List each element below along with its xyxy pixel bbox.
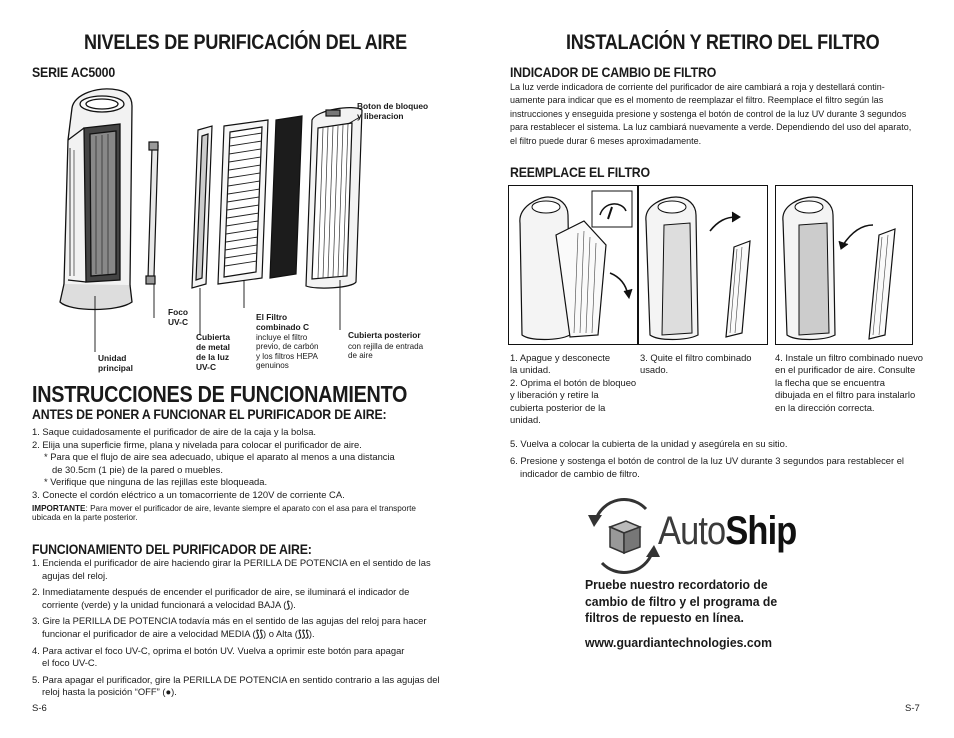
high-speed-icon: ⟆⟆⟆ xyxy=(297,627,309,639)
operation-step-3: 3. Gire la PERILLA DE POTENCIA todavía más en el sentido de las agujas del reloj para hacer xyxy=(32,615,427,627)
main-unit-label: Unidad principal xyxy=(98,353,133,373)
low-speed-icon: ⟆ xyxy=(286,598,291,610)
website-link[interactable]: www.guardiantechnologies.com xyxy=(585,635,772,650)
autoship-logo-auto: Auto xyxy=(658,509,726,553)
step-illustration-3 xyxy=(775,185,913,345)
replace-step-4: 4. Instale un filtro combinado nuevo en el purificador de aire. Consulte la flecha que se encuentra dibujada en el filtro para instalarlo en la dirección correcta. xyxy=(775,352,924,413)
before-step-2-note-a: * Para que el flujo de aire sea adecuado, ubique el aparato al menos a una distancia xyxy=(44,451,395,463)
operation-step-1: 1. Encienda el purificador de aire haciendo girar la PERILLA DE POTENCIA en el sentido de las xyxy=(32,557,431,568)
instructions-title: INSTRUCCIONES DE FUNCIONAMIENTO xyxy=(32,381,408,407)
operation-step-5-cont xyxy=(32,686,452,699)
autoship-logo xyxy=(658,508,796,554)
uv-bulb-drawing xyxy=(146,142,158,284)
operation-step-3-cont xyxy=(32,628,452,641)
operation-step-5: 5. Para apagar el purificador, gire la PERILLA DE POTENCIA en sentido contrario a las agujas del xyxy=(32,673,440,685)
right-page-title: INSTALACIÓN Y RETIRO DEL FILTRO xyxy=(566,31,880,54)
replace-filter-heading: REEMPLACE EL FILTRO xyxy=(510,164,650,180)
indicator-line-2: uamente para indicar que es el momento de reemplazar el filtro. Reemplace el filtro según las xyxy=(510,95,884,106)
important-note xyxy=(32,504,452,514)
operation-step-3-end: ). xyxy=(308,627,315,639)
important-note-cont: ubicada en la parte posterior. xyxy=(32,513,138,523)
indicator-line-1: La luz verde indicadora de corriente del purificador de aire cambiará a roja y destellará contin- xyxy=(510,82,885,92)
left-page-number: S-6 xyxy=(32,703,47,714)
before-step-3: 3. Conecte el cordón eléctrico a un tomacorriente de 120V de corriente CA. xyxy=(32,488,345,500)
operation-step-1-cont: agujas del reloj. xyxy=(42,569,108,581)
before-step-2: 2. Elija una superficie firme, plana y nivelada para colocar el purificador de aire. xyxy=(32,438,362,450)
promo-text: Pruebe nuestro recordatorio de cambio de filtro y el programa de filtros de repuesto en línea. xyxy=(585,577,778,625)
operation-step-4-cont: el foco UV-C. xyxy=(42,657,98,669)
left-page-title: NIVELES DE PURIFICACIÓN DEL AIRE xyxy=(84,31,407,54)
operation-list xyxy=(32,557,452,699)
important-label: IMPORTANTE xyxy=(32,503,86,513)
uv-metal-cover-drawing xyxy=(192,126,212,288)
replace-step-2: 2. Oprima el botón de bloqueo y liberación y retire la cubierta posterior de la unidad. xyxy=(510,377,637,426)
medium-speed-icon: ⟆⟆ xyxy=(255,627,263,639)
main-unit-drawing xyxy=(60,89,132,310)
important-text: : Para mover el purificador de aire, levante siempre el aparato con el asa para el transporte xyxy=(85,503,416,513)
combination-filter-description: incluye el filtro previo, de carbón y los filtros HEPA genuinos xyxy=(256,333,319,371)
operation-step-2-text: corriente (verde) y la unidad funcionará a velocidad BAJA ( xyxy=(42,598,287,610)
back-cover-drawing xyxy=(306,108,362,288)
combination-filter-drawing xyxy=(218,116,302,284)
operation-step-4: 4. Para activar el foco UV-C, oprima el botón UV. Vuelva a oprimir este botón para apagar xyxy=(32,644,405,656)
before-operating-list xyxy=(32,426,452,523)
series-label: SERIE AC5000 xyxy=(32,64,116,80)
indicator-line-3: instrucciones y enseguida presione y sostenga el botón de control de la luz UV durante 3 segundos xyxy=(510,108,907,119)
autoship-box-icon xyxy=(584,497,664,575)
step-illustration-1 xyxy=(508,185,638,345)
filter-indicator-text xyxy=(510,81,930,148)
filter-indicator-heading: INDICADOR DE CAMBIO DE FILTRO xyxy=(510,64,717,80)
autoship-logo-ship: Ship xyxy=(725,509,797,553)
uv-metal-cover-label: Cubierta de metal de la luz UV-C xyxy=(196,332,230,372)
replace-step-1: 1. Apague y desconecte la unidad. xyxy=(510,352,611,376)
combination-filter-label: El Filtro combinado C xyxy=(256,312,310,332)
replace-step-6 xyxy=(510,455,930,480)
replace-step-3: 3. Quite el filtro combinado usado. xyxy=(640,352,752,376)
operation-step-5-end: ). xyxy=(171,686,177,698)
replace-step-6-line-2: indicador de cambio de filtro. xyxy=(520,467,640,479)
operation-step-2: 2. Inmediatamente después de encender el purificador de aire, se iluminará el indicador de xyxy=(32,586,410,598)
before-step-2-note-a-cont: de 30.5cm (1 pie) de la pared o muebles. xyxy=(52,463,223,475)
step-illustration-2 xyxy=(638,185,768,345)
before-step-2-note-b: * Verifique que ninguna de las rejillas este bloqueada. xyxy=(44,476,268,488)
back-cover-description: con rejilla de entrada de aire xyxy=(348,342,424,361)
before-step-1: 1. Saque cuidadosamente el purificador de aire de la caja y la bolsa. xyxy=(32,426,317,437)
operation-step-3-mid: ) o Alta ( xyxy=(262,627,298,639)
operation-heading: FUNCIONAMIENTO DEL PURIFICADOR DE AIRE: xyxy=(32,541,312,557)
uv-bulb-label: Foco UV-C xyxy=(168,307,189,327)
off-dot-icon: ● xyxy=(165,686,172,698)
operation-step-5-text: reloj hasta la posición “OFF” ( xyxy=(42,686,166,698)
operation-step-2-end: ). xyxy=(290,598,296,610)
lock-release-label: Boton de bloqueo y liberacion xyxy=(357,101,429,121)
operation-step-2-cont xyxy=(32,599,452,612)
replace-step-5: 5. Vuelva a colocar la cubierta de la unidad y asegúrela en su sitio. xyxy=(510,438,788,449)
indicator-line-4: para restablecer el sistema. La luz cambiará nuevamente a verde. Dependiendo del uso del aparato, xyxy=(510,122,912,133)
before-operating-heading: ANTES DE PONER A FUNCIONAR EL PURIFICADOR DE AIRE: xyxy=(32,406,387,422)
indicator-line-5: el filtro puede durar 6 meses aproximadamente. xyxy=(510,135,702,146)
right-page-number: S-7 xyxy=(905,703,920,714)
operation-step-3-text: funcionar el purificador de aire a velocidad MEDIA ( xyxy=(42,627,256,639)
replace-step-6-line-1: 6. Presione y sostenga el botón de control de la luz UV durante 3 segundos para restablecer el xyxy=(510,455,904,466)
back-cover-label: Cubierta posterior xyxy=(348,330,421,340)
